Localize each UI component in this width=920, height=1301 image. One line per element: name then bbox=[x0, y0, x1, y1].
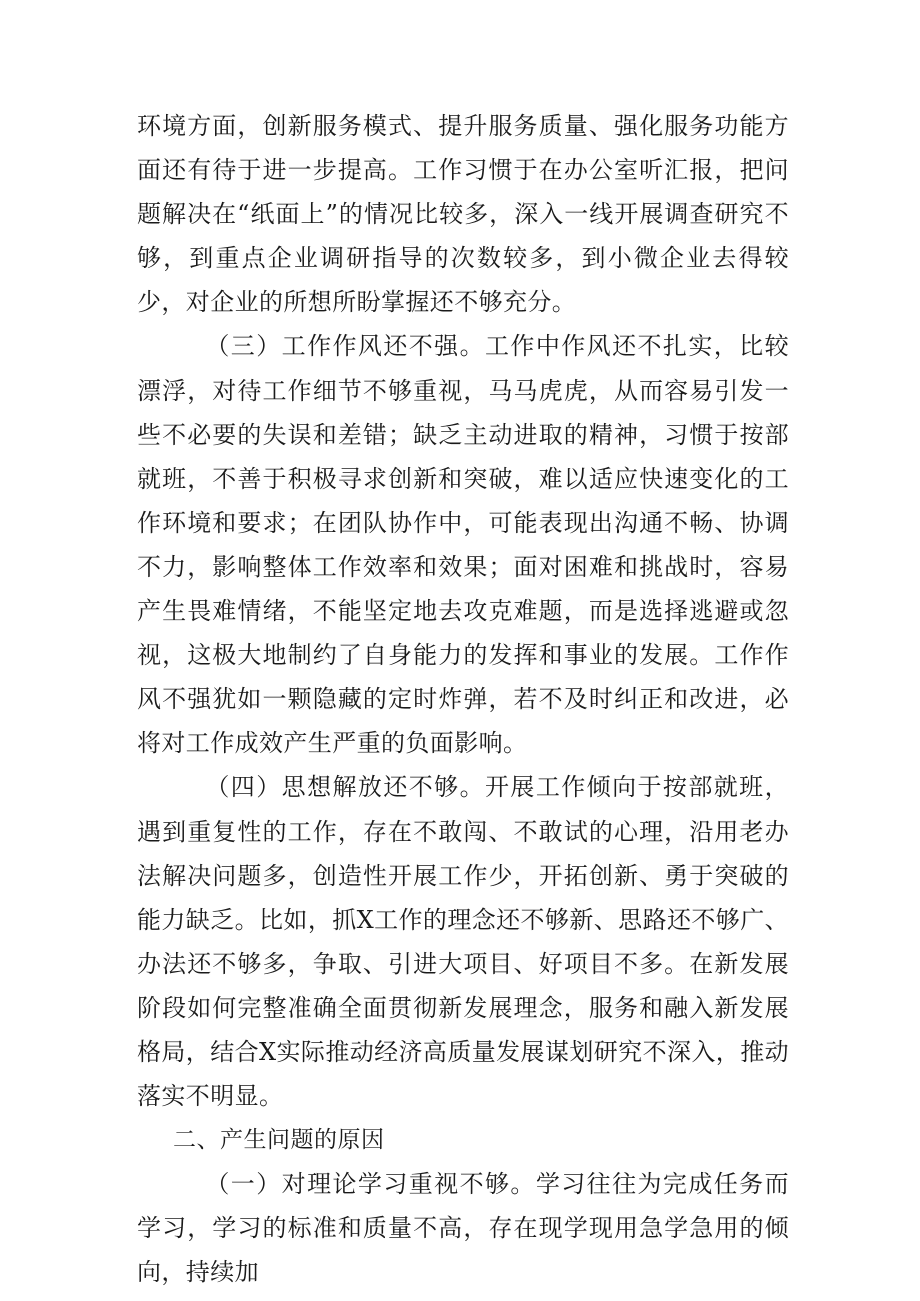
section-heading-causes: 二、产生问题的原因 bbox=[173, 1127, 385, 1154]
paragraph-work-style: （三）工作作风还不强。工作中作风还不扎实，比较漂浮，对待工作细节不够重视，马马虎虎，从而容易引发一些不必要的失误和差错；缺乏主动进取的精神，习惯于按部就班，不善于积极寻求创新和突破，难以适应快速变化的工作环境和要求；在团队协作中，可能表现出沟通不畅、协调不力，影响整体工作效率和效果；面对困难和挑战时，容易产生畏难情绪，不能坚定地去攻克难题，而是选择逃避或忽视，这极大地制约了自身能力的发挥和事业的发展。工作作风不强犹如一颗隐藏的定时炸弹，若不及时纠正和改进，必将对工作成效产生严重的负面影响。 bbox=[137, 332, 789, 758]
paragraph-theory-study: （一）对理论学习重视不够。学习往往为完成任务而学习，学习的标准和质量不高，存在现学现用急学急用的倾向，持续加 bbox=[137, 1170, 789, 1287]
document-body bbox=[137, 104, 789, 1295]
paragraph-service-environment: 环境方面，创新服务模式、提升服务质量、强化服务功能方面还有待于进一步提高。工作习惯于在办公室听汇报，把问题解决在“纸面上”的情况比较多，深入一线开展调查研究不够，到重点企业调研指导的次数较多，到小微企业去得较少，对企业的所想所盼掌握还不够充分。 bbox=[137, 112, 789, 317]
paragraph-thought-liberation: （四）思想解放还不够。开展工作倾向于按部就班，遇到重复性的工作，存在不敢闯、不敢试的心理，沿用老办法解决问题多，创造性开展工作少，开拓创新、勇于突破的能力缺乏。比如，抓X工作的理念还不够新、思路还不够广、办法还不够多，争取、引进大项目、好项目不多。在新发展阶段如何完整准确全面贯彻新发展理念，服务和融入新发展格局，结合X实际推动经济高质量发展谋划研究不深入，推动落实不明显。 bbox=[137, 773, 789, 1111]
